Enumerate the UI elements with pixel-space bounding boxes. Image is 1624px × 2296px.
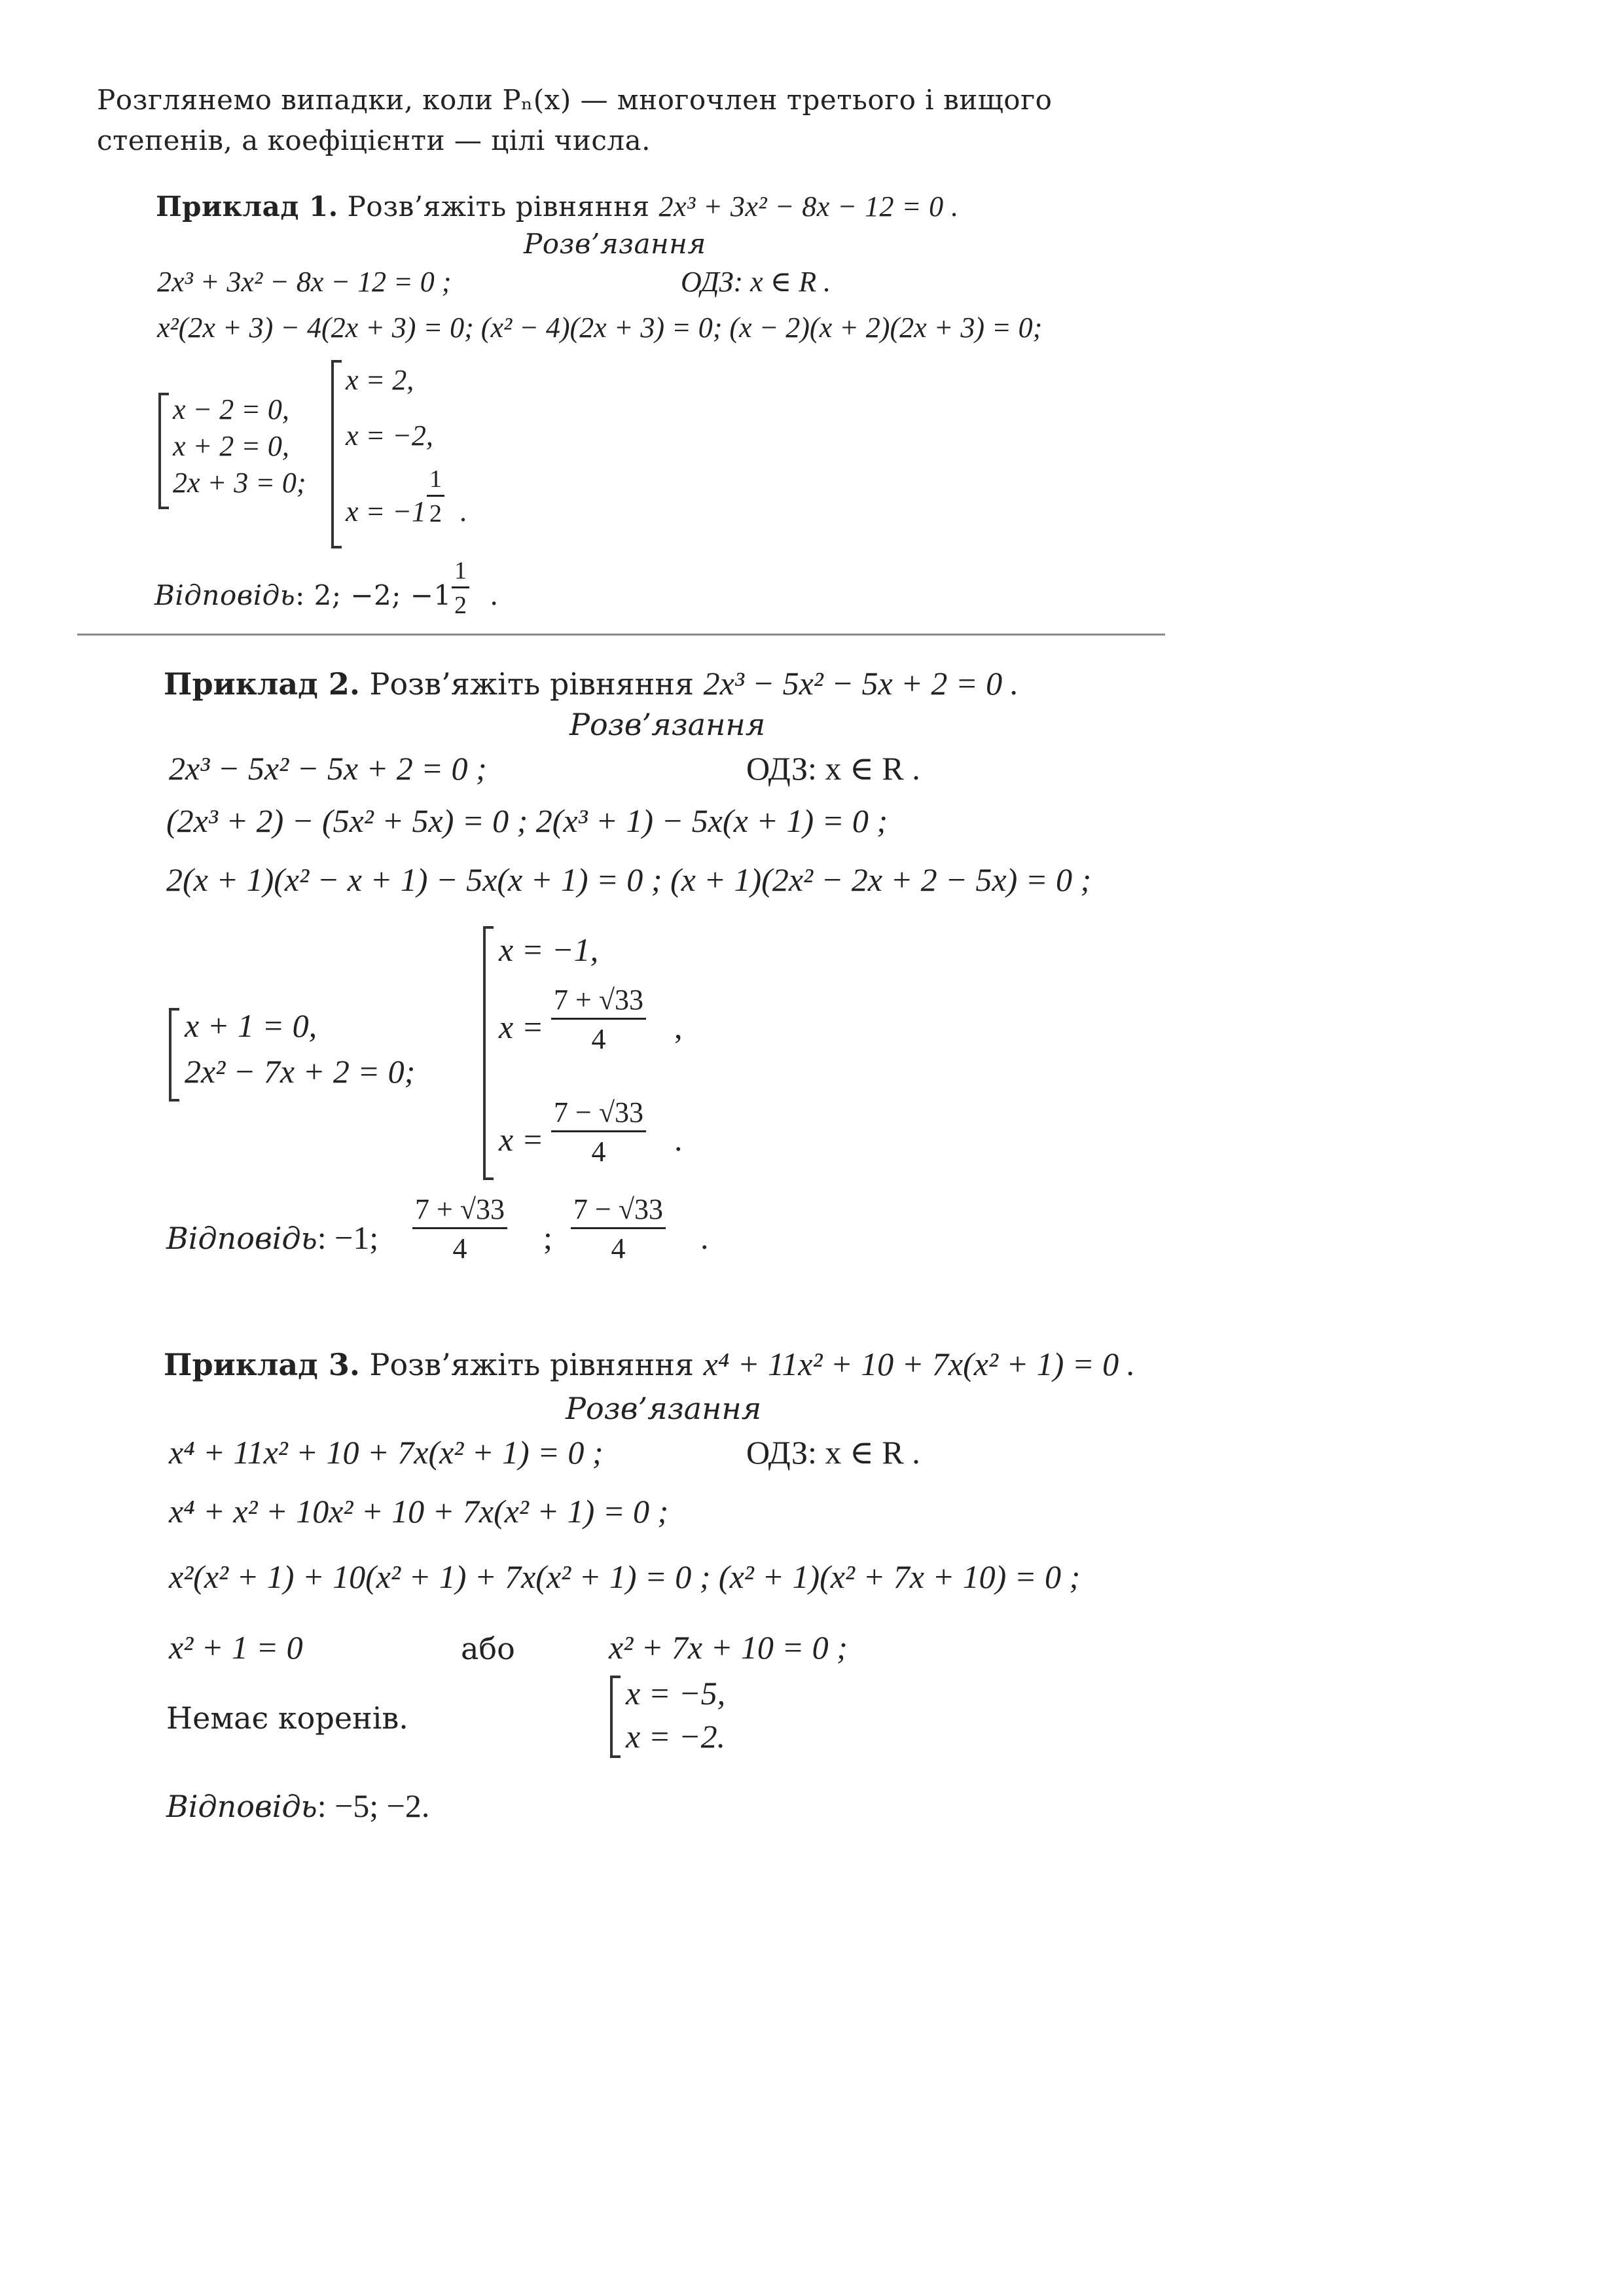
example-3-or: або: [461, 1631, 515, 1666]
example-2-right-bracket: [483, 926, 494, 1180]
example-2-answer-fraction-1-denominator: 4: [452, 1232, 467, 1265]
section-divider: [77, 634, 1165, 636]
example-2-answer: [166, 1219, 378, 1257]
example-3-case-a: x² + 1 = 0: [169, 1629, 303, 1666]
example-2-step-3: 2(x + 1)(x² − x + 1) − 5x(x + 1) = 0 ; (x + 1)(2x² − 2x + 2 − 5x) = 0 ;: [166, 861, 1092, 898]
example-2-root-2-prefix: x =: [499, 1009, 544, 1045]
example-2-title: Приклад 2.: [164, 666, 360, 702]
example-2-root-2-numerator: 7 + √33: [551, 983, 646, 1020]
example-1-step-2: x²(2x + 3) − 4(2x + 3) = 0; (x² − 4)(2x + 3) = 0; (x − 2)(x + 2)(2x + 3) = 0;: [157, 312, 1043, 344]
example-1-title: Приклад 1.: [156, 190, 338, 223]
example-2-root-1: x = −1,: [499, 931, 599, 968]
example-2-root-3-period: .: [674, 1121, 683, 1158]
example-2-answer-label: Відповідь: [166, 1221, 317, 1256]
example-1-root-3-period: .: [460, 495, 467, 528]
example-1-odz: ОДЗ: x ∈ R .: [681, 266, 831, 298]
example-1-answer-end: .: [490, 579, 499, 611]
example-2-header: [164, 664, 1019, 702]
example-2-left-bracket: [169, 1008, 179, 1102]
example-2-root-3-fraction: [551, 1096, 646, 1168]
example-1-left-bracket: [158, 393, 169, 509]
example-2-answer-values: : −1;: [317, 1219, 379, 1256]
example-2-equation: 2x³ − 5x² − 5x + 2 = 0 .: [703, 665, 1019, 702]
example-3-solution-label: Розв’язання: [566, 1391, 762, 1426]
example-2-root-3-prefix: x =: [499, 1121, 544, 1158]
example-1-system-left-2: x + 2 = 0,: [173, 430, 289, 462]
example-2-root-3-numerator: 7 − √33: [551, 1096, 646, 1132]
example-2-answer-fraction-2-numerator: 7 − √33: [571, 1193, 666, 1229]
example-3-case-b: x² + 7x + 10 = 0 ;: [609, 1629, 848, 1666]
example-2-root-2-fraction: [551, 983, 646, 1056]
example-1-answer-label: Відповідь: [154, 579, 296, 611]
intro-line-2: степенів, а коефіцієнти — цілі числа.: [97, 124, 651, 156]
example-1-solution-label: Розв’язання: [524, 228, 706, 260]
example-3-odz: ОДЗ: x ∈ R .: [746, 1434, 920, 1471]
example-2-root-2-comma: ,: [674, 1009, 683, 1045]
example-1-answer-fraction: [452, 556, 469, 620]
example-2-answer-fraction-1: [412, 1193, 507, 1265]
example-1-system-left-1: x − 2 = 0,: [173, 393, 289, 425]
example-2-answer-fraction-2-denominator: 4: [611, 1232, 626, 1265]
example-1-header: [156, 190, 959, 223]
example-1-root-2: x = −2,: [346, 420, 433, 452]
example-3-equation: x⁴ + 11x² + 10 + 7x(x² + 1) = 0 .: [703, 1346, 1136, 1382]
example-1-root-3-fraction: [427, 465, 444, 528]
example-3-no-roots: Немає коренів.: [166, 1700, 408, 1736]
example-2-system-left-2: 2x² − 7x + 2 = 0;: [185, 1053, 416, 1090]
example-3-root-1: x = −5,: [626, 1675, 726, 1712]
example-3-header: [164, 1345, 1135, 1383]
example-1-step-1: 2x³ + 3x² − 8x − 12 = 0 ;: [157, 266, 452, 298]
example-2-step-1: 2x³ − 5x² − 5x + 2 = 0 ;: [169, 750, 487, 787]
example-1-answer-values: : 2; −2; −1: [295, 579, 452, 611]
example-3-bracket: [610, 1676, 621, 1758]
example-2-root-3-denominator: 4: [591, 1136, 606, 1168]
example-2-root-2-denominator: 4: [591, 1023, 606, 1055]
example-1-root-1: x = 2,: [346, 364, 414, 396]
example-2-system-left-1: x + 1 = 0,: [185, 1007, 317, 1044]
example-1-root-3: x = −1: [346, 495, 426, 528]
example-1-system-left-3: 2x + 3 = 0;: [173, 467, 306, 499]
example-1-answer-denominator: 2: [454, 592, 467, 619]
example-2-task: Розв’яжіть рівняння: [369, 666, 695, 702]
example-1-root-3-numerator: 1: [427, 465, 444, 497]
example-2-step-2: (2x³ + 2) − (5x² + 5x) = 0 ; 2(x³ + 1) − 5x(x + 1) = 0 ;: [166, 802, 888, 839]
example-2-answer-separator: ;: [543, 1219, 552, 1256]
example-2-solution-label: Розв’язання: [569, 707, 766, 742]
example-1-right-bracket: [331, 360, 342, 548]
example-3-title: Приклад 3.: [164, 1347, 360, 1382]
example-1-answer: [154, 579, 452, 611]
example-3-step-3: x²(x² + 1) + 10(x² + 1) + 7x(x² + 1) = 0 ; (x² + 1)(x² + 7x + 10) = 0 ;: [169, 1558, 1081, 1595]
example-1-answer-numerator: 1: [452, 556, 469, 588]
example-2-answer-fraction-2: [571, 1193, 666, 1265]
example-3-step-2: x⁴ + x² + 10x² + 10 + 7x(x² + 1) = 0 ;: [169, 1493, 669, 1530]
example-2-odz: ОДЗ: x ∈ R .: [746, 750, 920, 787]
example-3-task: Розв’яжіть рівняння: [369, 1347, 695, 1382]
example-2-answer-fraction-1-numerator: 7 + √33: [412, 1193, 507, 1229]
example-3-answer-label: Відповідь: [166, 1789, 317, 1824]
example-3-answer: [166, 1787, 429, 1825]
intro-line-1: Розглянемо випадки, коли Pₙ(x) — многочлен третього і вищого: [97, 84, 1053, 116]
example-3-root-2: x = −2.: [626, 1718, 726, 1755]
example-1-task: Розв’яжіть рівняння: [347, 190, 650, 223]
example-3-answer-values: : −5; −2.: [317, 1787, 430, 1824]
example-1-root-3-denominator: 2: [429, 500, 442, 528]
example-1-equation: 2x³ + 3x² − 8x − 12 = 0 .: [659, 190, 959, 223]
example-2-answer-end: .: [700, 1219, 709, 1256]
example-3-step-1: x⁴ + 11x² + 10 + 7x(x² + 1) = 0 ;: [169, 1434, 604, 1471]
